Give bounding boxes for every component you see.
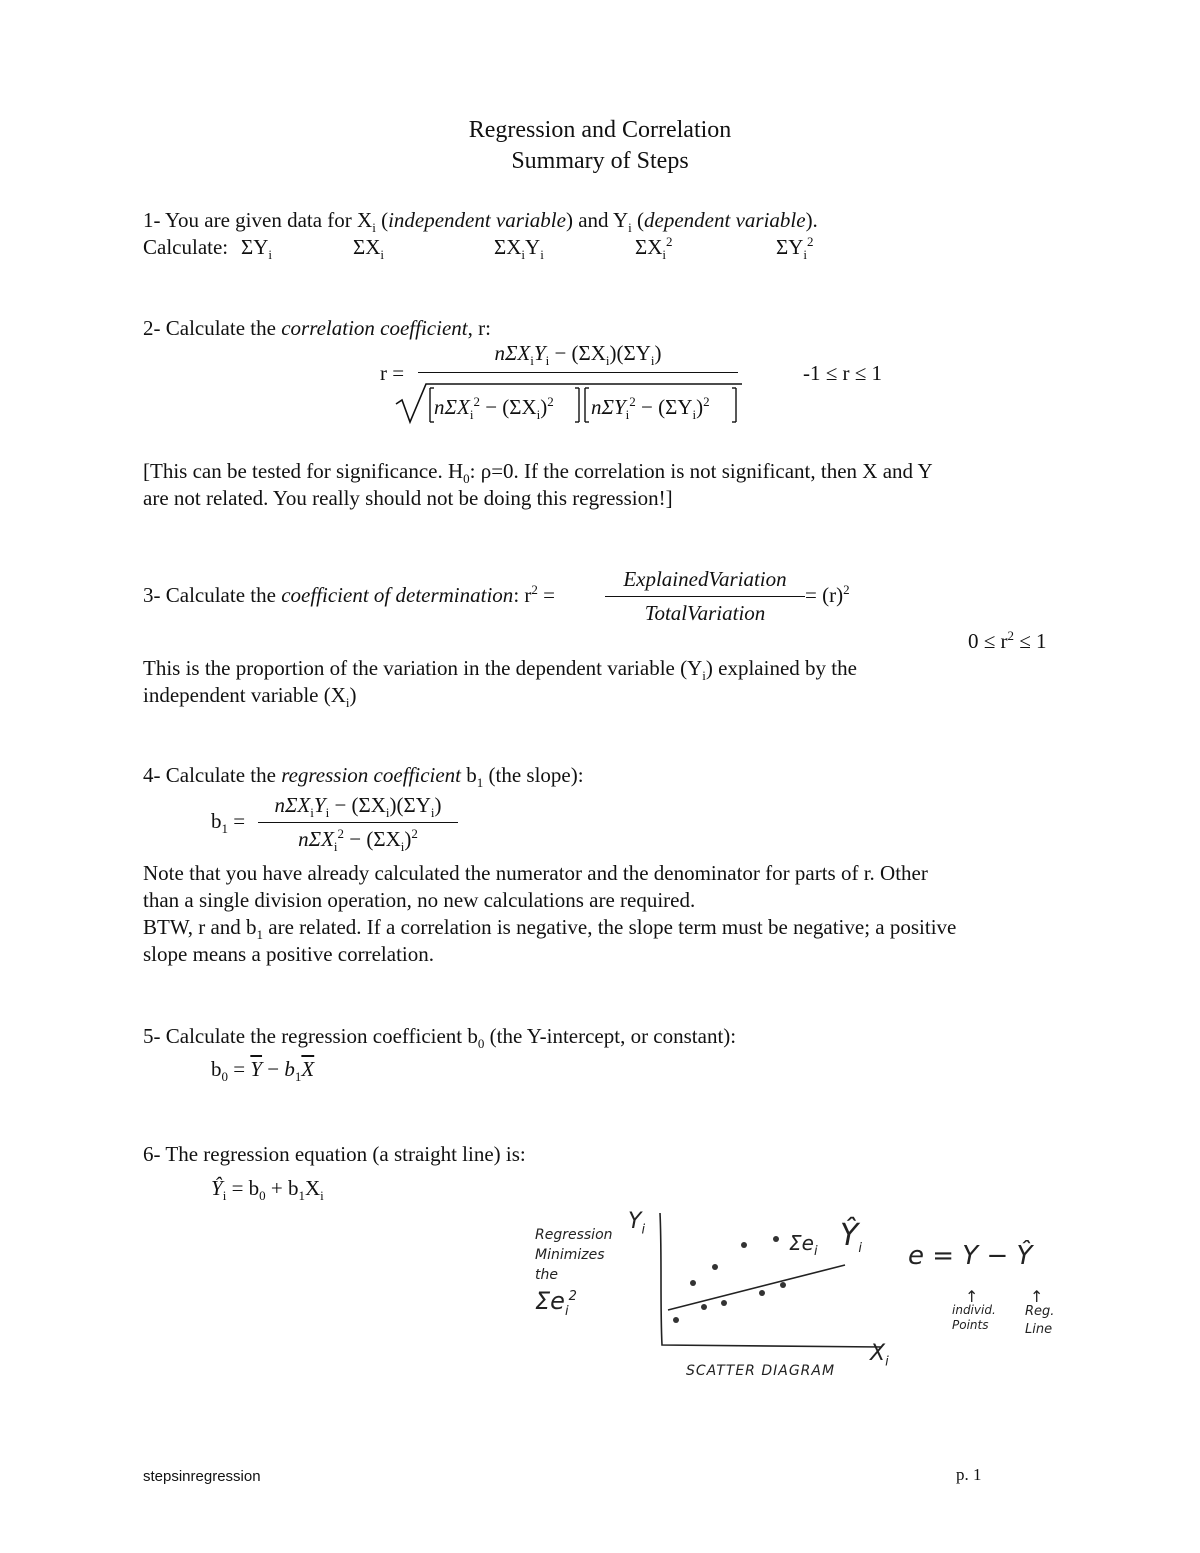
page-subtitle: Summary of Steps <box>511 148 689 174</box>
data-point <box>721 1300 727 1306</box>
footer-filename: stepsinregression <box>143 1468 261 1485</box>
step3-heading: 3- Calculate the coefficient of determination: $r^2$ = <box>143 582 555 607</box>
data-point <box>741 1242 747 1248</box>
sketch-residual-formula: e = Y − Ŷ <box>908 1241 1033 1271</box>
sketch-x-axis-label: $X_i$ <box>870 1341 889 1370</box>
step4-note2: than a single division operation, no new calculations are required. <box>143 888 696 912</box>
r-fraction-bar <box>418 372 738 373</box>
data-point <box>773 1236 779 1242</box>
b1-fraction-bar <box>258 822 458 823</box>
sum-x-squared: $\Sigma X_i^2$ <box>635 234 673 263</box>
step3-desc-line1: This is the proportion of the variation in the dependent variable $(Y_i)$ explained by the <box>143 656 857 684</box>
sum-x: $\Sigma X_i$ <box>353 235 385 263</box>
step4-note1: Note that you have already calculated the numerator and the denominator for parts of r. Other <box>143 861 928 885</box>
sketch-e-label: $\Sigma e_i$ <box>789 1231 818 1259</box>
page-number: p. 1 <box>956 1465 982 1484</box>
sketch-left-note: Regression Minimizes the $\Sigma e_i^2$ <box>535 1227 613 1319</box>
step3-desc-line2: independent variable $(X_i)$ <box>143 683 357 711</box>
regression-line <box>668 1265 845 1310</box>
explained-variation: ExplainedVariation <box>623 567 787 591</box>
r-squared-rhs: = $(r)^2$ <box>805 582 850 607</box>
r2-fraction-bar <box>605 596 805 597</box>
r-numerator: $n\Sigma X_iY_i - (\Sigma X_i)(\Sigma Y_i)$ <box>494 341 662 369</box>
significance-note-line2: are not related. You really should not be doing this regression!] <box>143 486 673 510</box>
significance-note-line1: [This can be tested for significance. $H_0$: ρ=0. If the correlation is not significant, then X and Y <box>143 459 933 487</box>
sketch-line-note: Reg. Line <box>1025 1304 1055 1337</box>
b0-equation: $b_0 = \overline{Y} - b_1\overline{X}$ <box>211 1057 315 1085</box>
arrow-up-icon: ↑ <box>1030 1287 1044 1306</box>
step4-note4: slope means a positive correlation. <box>143 942 434 966</box>
sum-y: $\Sigma Y_i$ <box>241 235 273 263</box>
step1-text: 1- You are given data for $X_i$ (independent variable) and $Y_i$ (dependent variable). <box>143 208 818 236</box>
sum-xy: $\Sigma X_iY_i$ <box>494 235 544 263</box>
r-denominator-right: $n\Sigma Y_i^2 - (\Sigma Y_i)^2$ <box>591 394 710 423</box>
data-point <box>759 1290 765 1296</box>
total-variation: TotalVariation <box>644 601 766 625</box>
step4-heading: 4- Calculate the regression coefficient $b_1$ (the slope): <box>143 763 584 791</box>
b1-denominator: $n\Sigma X_i^2 - (\Sigma X_i)^2$ <box>298 826 418 855</box>
step1-calculate: Calculate: <box>143 235 229 259</box>
sketch-points-note: individ. Points <box>952 1303 996 1332</box>
data-point <box>780 1282 786 1288</box>
sum-y-squared: $\Sigma Y_i^2$ <box>776 234 814 263</box>
sketch-y-axis-label: $Y_i$ <box>628 1209 646 1238</box>
step6-heading: 6- The regression equation (a straight line) is: <box>143 1142 526 1166</box>
b1-equals: $b_1$ = <box>211 809 246 837</box>
sketch-yhat-label: $Ŷ_i$ <box>840 1218 862 1256</box>
r-range: -1 ≤ r ≤ 1 <box>803 361 883 385</box>
arrow-up-icon: ↑ <box>965 1287 979 1306</box>
step2-heading: 2- Calculate the correlation coefficient, r: <box>143 316 491 340</box>
data-point <box>712 1264 718 1270</box>
step4-note3: BTW, r and $b_1$ are related. If a correlation is negative, the slope term must be negative; a positive <box>143 915 957 943</box>
data-point <box>690 1280 696 1286</box>
r-equals: r = <box>380 361 405 385</box>
regression-equation: $Ŷ_i = b_0 + b_1X_i$ <box>211 1176 324 1204</box>
sketch-caption: SCATTER DIAGRAM <box>686 1363 836 1379</box>
r-denominator-left: $n\Sigma X_i^2 - (\Sigma X_i)^2$ <box>434 394 554 423</box>
b1-numerator: $n\Sigma X_iY_i - (\Sigma X_i)(\Sigma Y_i)$ <box>274 793 442 821</box>
step5-heading: 5- Calculate the regression coefficient $b_0$ (the Y-intercept, or constant): <box>143 1024 737 1052</box>
data-point <box>673 1317 679 1323</box>
data-point <box>701 1304 707 1310</box>
r2-range: $0 \le r^2 \le 1$ <box>968 628 1047 653</box>
page-title: Regression and Correlation <box>468 117 732 143</box>
